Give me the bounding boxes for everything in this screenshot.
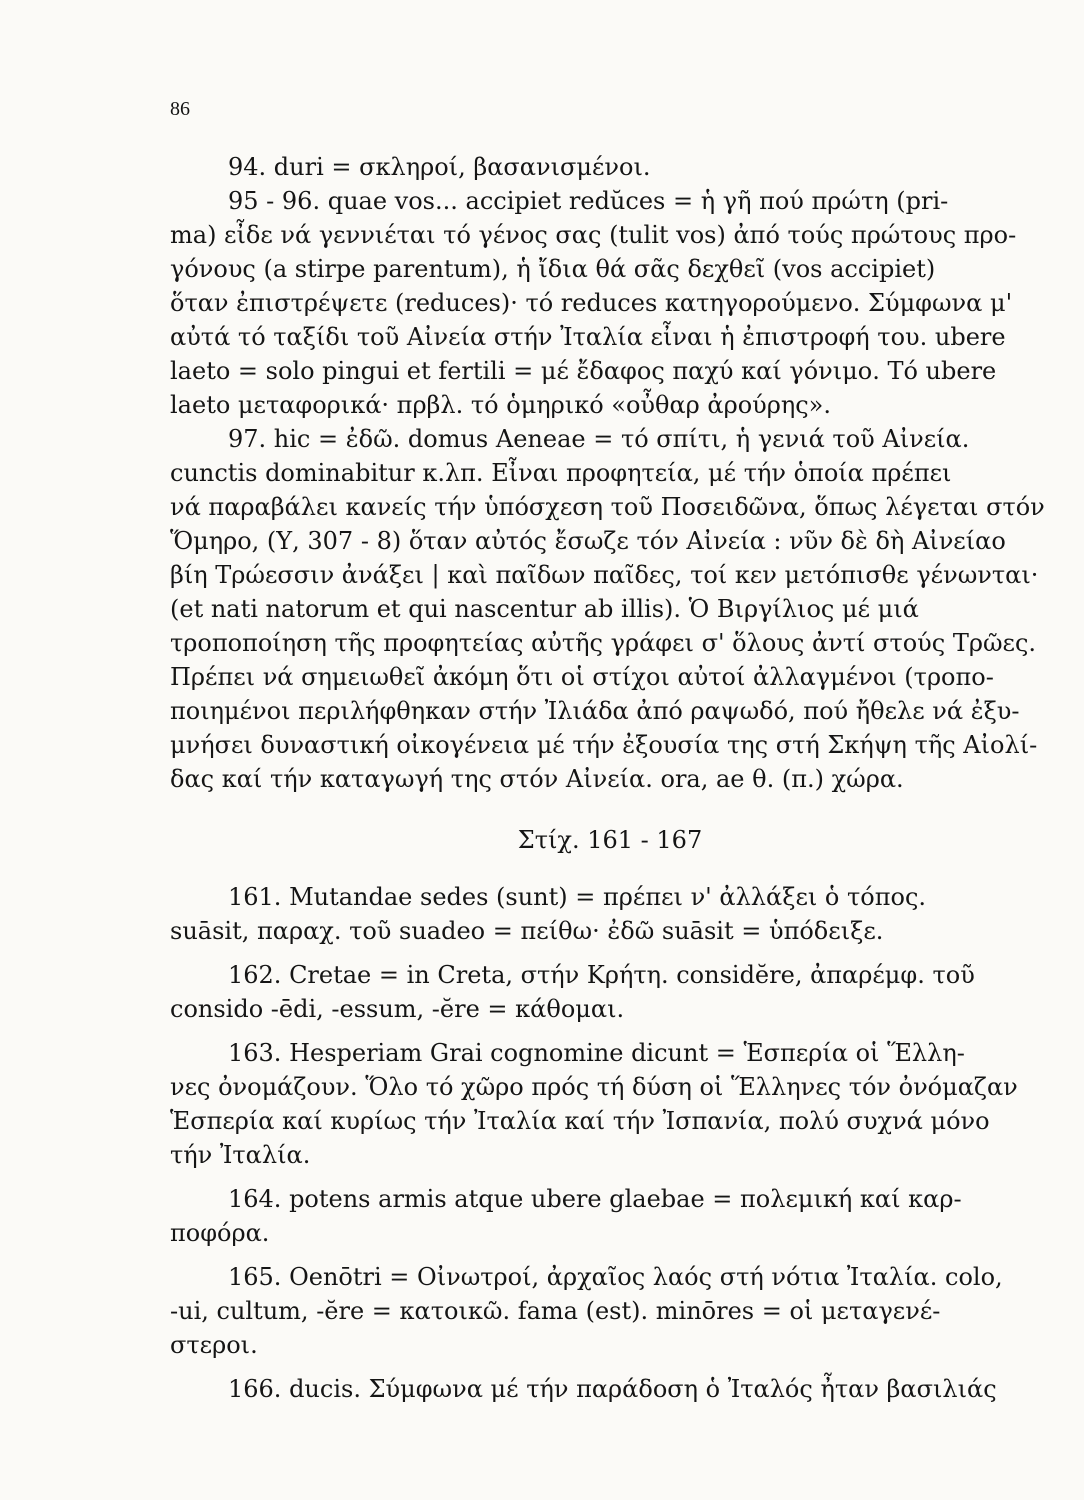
text-line: ποιημένοι περιλήφθηκαν στήν Ἰλιάδα ἀπό ραψωδό, πού ἤθελε νά ἐξυ- xyxy=(170,697,1020,725)
text-line: Ὅμηρο, (Υ, 307 - 8) ὅταν αὐτός ἔσωζε τόν Αἰνεία : νῦν δὲ δὴ Αἰνείαο xyxy=(170,527,1006,555)
text-line: 163. Hesperiam Grai cognomine dicunt = Ἑσπερία οἱ Ἕλλη- xyxy=(228,1039,965,1067)
page-number: 86 xyxy=(170,98,190,120)
text-line: laeto = solo pingui et fertili = μέ ἔδαφος παχύ καί γόνιμο. Τό ubere xyxy=(170,357,997,385)
text-line: 161. Mutandae sedes (sunt) = πρέπει ν' ἀλλάξει ὁ τόπος. xyxy=(228,883,927,911)
text-line: ma) εἶδε νά γεννιέται τό γένος σας (tulit vos) ἀπό τούς πρώτους προ- xyxy=(170,221,1017,249)
text-line: τήν Ἰταλία. xyxy=(170,1141,311,1169)
text-line: cunctis dominabitur κ.λπ. Εἶναι προφητεία, μέ τήν ὁποία πρέπει xyxy=(170,459,952,487)
text-line: δας καί τήν καταγωγή της στόν Αἰνεία. ora, ae θ. (π.) χώρα. xyxy=(170,765,904,793)
text-line: νες ὀνομάζουν. Ὅλο τό χῶρο πρός τή δύση οἱ Ἕλληνες τόν ὀνόμαζαν xyxy=(170,1073,1018,1101)
commentary-body xyxy=(170,150,1050,1406)
text-line: αὐτά τό ταξίδι τοῦ Αἰνεία στήν Ἰταλία εἶναι ἡ ἐπιστροφή του. ubere xyxy=(170,323,1006,351)
text-line: γόνους (a stirpe parentum), ἡ ἴδια θά σᾶς δεχθεῖ (vos accipiet) xyxy=(170,255,936,283)
text-line: βίη Τρώεσσιν ἀνάξει | καὶ παῖδων παῖδες, τοί κεν μετόπισθε γένωνται· xyxy=(170,561,1039,589)
text-line: Πρέπει νά σημειωθεῖ ἀκόμη ὅτι οἱ στίχοι αὐτοί ἀλλαγμένοι (τροπο- xyxy=(170,663,994,691)
text-line: consido -ēdi, -essum, -ĕre = κάθομαι. xyxy=(170,995,625,1023)
text-line: 97. hic = ἐδῶ. domus Aeneae = τό σπίτι, ἡ γενιά τοῦ Αἰνεία. xyxy=(228,425,970,453)
text-line: 164. potens armis atque ubere glaebae = πολεμική καί καρ- xyxy=(228,1185,962,1213)
text-line: 94. duri = σκληροί, βασανισμένοι. xyxy=(228,153,651,181)
text-line: τροποποίηση τῆς προφητείας αὐτῆς γράφει σ' ὅλους ἀντί στούς Τρῶες. xyxy=(170,629,1037,657)
text-line: 162. Cretae = in Creta, στήν Κρήτη. considĕre, ἀπαρέμφ. τοῦ xyxy=(228,961,975,989)
section-heading: Στίχ. 161 - 167 xyxy=(517,826,703,854)
text-line: ποφόρα. xyxy=(170,1219,270,1247)
text-line: ὅταν ἐπιστρέψετε (reduces)· τό reduces κατηγορούμενο. Σύμφωνα μ' xyxy=(170,289,1013,317)
text-line: 166. ducis. Σύμφωνα μέ τήν παράδοση ὁ Ἰταλός ἦταν βασιλιάς xyxy=(228,1375,997,1403)
text-line: Ἑσπερία καί κυρίως τήν Ἰταλία καί τήν Ἰσπανία, πολύ συχνά μόνο xyxy=(170,1107,990,1135)
text-line: laeto μεταφορικά· πρβλ. τό ὁμηρικό «οὖθαρ ἀρούρης». xyxy=(170,391,831,419)
text-line: 165. Oenōtri = Οἰνωτροί, ἀρχαῖος λαός στή νότια Ἰταλία. colo, xyxy=(228,1263,1003,1291)
text-line: -ui, cultum, -ĕre = κατοικῶ. fama (est). minōres = οἱ μεταγενέ- xyxy=(170,1297,941,1325)
text-line: στεροι. xyxy=(170,1331,258,1359)
text-line: suāsit, παραχ. τοῦ suadeo = πείθω· ἐδῶ suāsit = ὑπόδειξε. xyxy=(170,917,884,945)
text-line: μνήσει δυναστική οἰκογένεια μέ τήν ἐξουσία της στή Σκήψη τῆς Αἰολί- xyxy=(170,731,1038,759)
text-line: (et nati natorum et qui nascentur ab illis). Ὁ Βιργίλιος μέ μιά xyxy=(170,595,919,623)
text-line: 95 - 96. quae vos... accipiet redŭces = ἡ γῆ πού πρώτη (pri- xyxy=(228,187,949,215)
text-line: νά παραβάλει κανείς τήν ὑπόσχεση τοῦ Ποσειδῶνα, ὅπως λέγεται στόν xyxy=(170,493,1045,521)
